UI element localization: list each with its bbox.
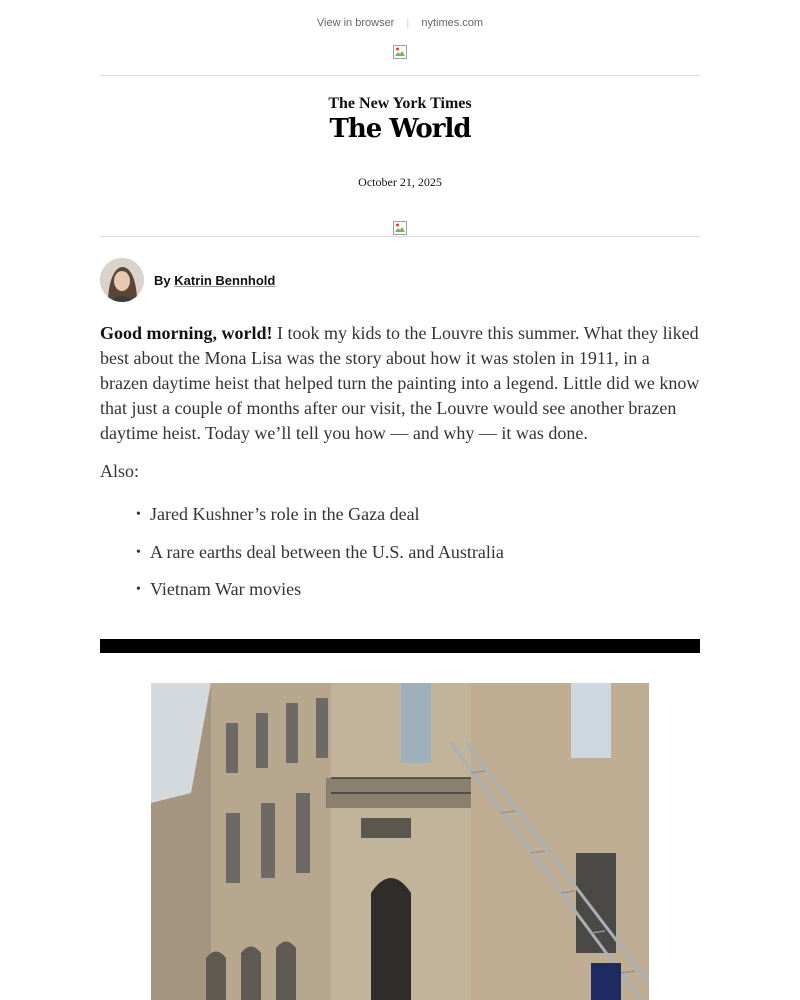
nyt-logo[interactable]: The New York Times [328, 95, 472, 112]
author-link[interactable]: Katrin Bennhold [174, 272, 276, 288]
section-divider-bar [100, 639, 700, 653]
broken-image-icon [392, 220, 408, 236]
lede-body: I took my kids to the Louvre this summer. What they liked best about the Mona Lisa was the story about how it was stolen in 1911, in a brazen daytime heist that helped turn the painting into a legend. Little did we know that just a couple of months after our visit, the Louvre would see another brazen daytime heist. Today we’ll tell you how — and why — it was done. [100, 323, 700, 443]
broken-image-icon [392, 44, 408, 60]
also-list [100, 502, 504, 615]
lede-paragraph [100, 321, 700, 446]
byline-prefix: By [154, 272, 171, 288]
louvre-heist-photo[interactable] [151, 683, 649, 1000]
byline-text [154, 273, 275, 288]
list-item[interactable] [100, 502, 504, 540]
list-item[interactable] [100, 540, 504, 578]
topbar-separator: | [406, 17, 410, 29]
greeting: Good morning, world! [100, 323, 273, 343]
bullet-dot: • [136, 544, 141, 560]
view-in-browser-link[interactable]: View in browser [316, 17, 395, 29]
list-item-label: Jared Kushner’s role in the Gaza deal [150, 504, 420, 524]
also-label: Also: [100, 461, 140, 481]
list-item-label: A rare earths deal between the U.S. and Australia [150, 541, 504, 562]
nytimes-link[interactable]: nytimes.com [421, 17, 484, 29]
masthead-divider [100, 236, 700, 237]
list-item[interactable] [100, 577, 504, 615]
bullet-dot: • [136, 507, 141, 522]
byline [100, 257, 275, 303]
newsletter-title: The World [329, 114, 471, 144]
top-links [0, 17, 800, 29]
bullet-dot: • [136, 582, 141, 597]
list-item-label: Vietnam War movies [150, 579, 302, 599]
top-divider [100, 75, 700, 76]
author-avatar [100, 258, 144, 302]
issue-date: October 21, 2025 [358, 175, 442, 189]
